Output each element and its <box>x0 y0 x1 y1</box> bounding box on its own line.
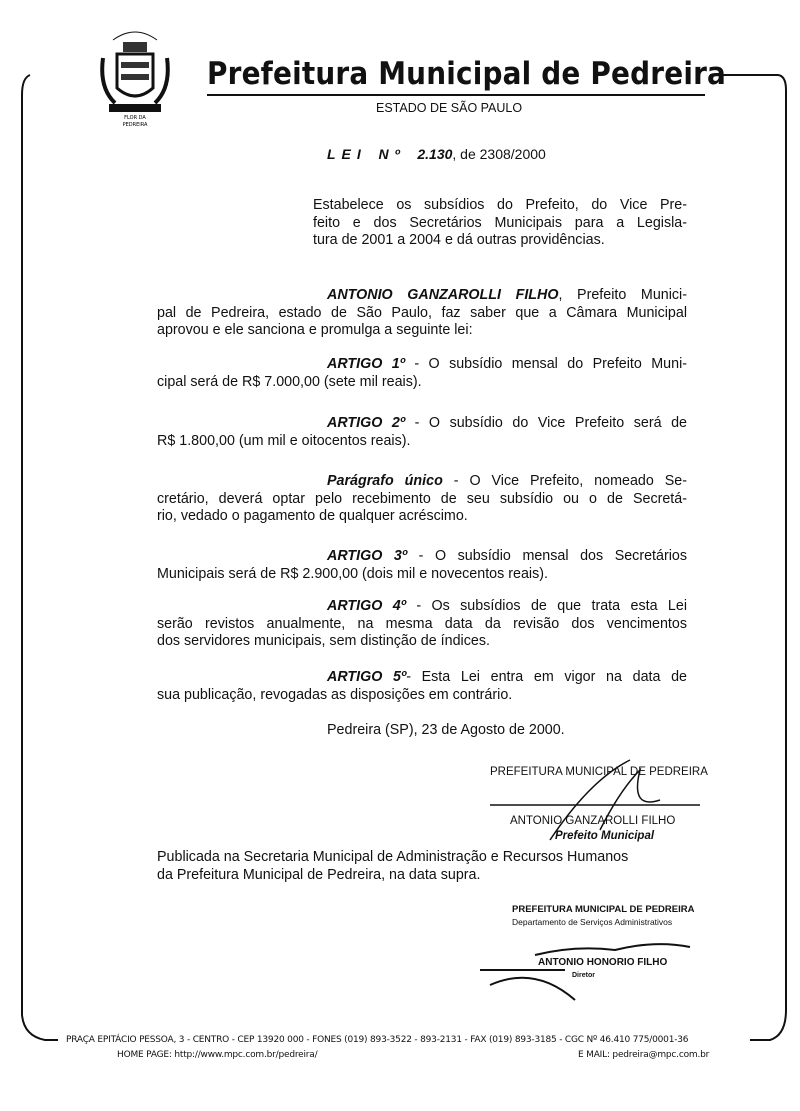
publication-line: da Prefeitura Municipal de Pedreira, na data supra. <box>157 866 481 883</box>
paragraph-text: - O subsídio mensal dos Secretários <box>407 548 687 564</box>
law-date: , de 2308/2000 <box>452 146 546 162</box>
summary-line: Estabelece os subsídios do Prefeito, do Vice Pre- <box>313 197 687 213</box>
paragraph-text: - O Vice Prefeito, nomeado Se- <box>442 473 687 489</box>
paragraph-lead: ARTIGO 5º <box>327 669 407 685</box>
paragraph-line <box>327 356 687 374</box>
paragraph-text: , Prefeito Munici- <box>558 287 687 303</box>
publication-note <box>157 849 628 884</box>
svg-text:PEDREIRA: PEDREIRA <box>122 122 148 128</box>
page-title: Prefeitura Municipal de Pedreira <box>207 56 727 92</box>
paragraph-text: - Esta Lei entra em vigor na data de <box>406 669 688 685</box>
summary-line: tura de 2001 a 2004 e dá outras providências. <box>313 232 605 248</box>
paragraph-line: Municipais será de R$ 2.900,00 (dois mil e novecentos reais). <box>157 565 548 582</box>
paragraph-lead: ARTIGO 4º <box>327 598 406 614</box>
footer-address: PRAÇA EPITÁCIO PESSOA, 3 - CENTRO - CEP 13920 000 - FONES (019) 893-3522 - 893-2131 - FAX (019) 893-3185 - CGC Nº 46.410 775/0001-36 <box>66 1035 689 1045</box>
paragraph-line <box>327 598 687 616</box>
paragraph-lead: Parágrafo único <box>327 473 443 489</box>
paragraph-line: dos servidores municipais, sem distinção de índices. <box>157 633 490 649</box>
paragraph-line: sua publicação, revogadas as disposições em contrário. <box>157 686 513 703</box>
footer-homepage: HOME PAGE: http://www.mpc.com.br/pedreira/ <box>117 1050 318 1060</box>
signature2-org: PREFEITURA MUNICIPAL DE PEDREIRA <box>512 904 695 915</box>
paragraph-line <box>327 287 687 305</box>
paragraph-line: aprovou e ele sanciona e promulga a seguinte lei: <box>157 322 473 338</box>
paragraph-text: - O subsídio do Vice Prefeito será de <box>405 415 687 431</box>
paragraph-line: pal de Pedreira, estado de São Paulo, faz saber que a Câmara Municipal <box>157 304 687 321</box>
title-underline <box>207 94 705 96</box>
law-summary <box>313 197 687 250</box>
signature1-handwriting <box>480 750 710 860</box>
state-subtitle: ESTADO DE SÃO PAULO <box>376 101 523 115</box>
law-paragraph <box>157 669 687 704</box>
paragraph-line <box>327 473 687 491</box>
law-paragraph <box>157 415 687 450</box>
paragraph-line: R$ 1.800,00 (um mil e oitocentos reais). <box>157 432 411 449</box>
law-paragraph <box>157 598 687 651</box>
publication-line: Publicada na Secretaria Municipal de Administração e Recursos Humanos <box>157 849 629 865</box>
law-number-label: Nº <box>378 146 406 162</box>
footer-email: E MAIL: pedreira@mpc.com.br <box>578 1050 710 1060</box>
signature2-name: ANTONIO HONORIO FILHO <box>538 957 668 968</box>
law-paragraph <box>157 287 687 340</box>
paragraph-text: - O subsídio mensal do Prefeito Muni- <box>404 356 688 372</box>
paragraph-line <box>327 548 687 566</box>
paragraph-line: cipal será de R$ 7.000,00 (sete mil reais). <box>157 373 422 390</box>
signature1-name: ANTONIO GANZAROLLI FILHO <box>510 815 676 827</box>
signature1-role: Prefeito Municipal <box>555 830 655 842</box>
paragraph-lead: ARTIGO 2º <box>327 415 406 431</box>
law-number <box>327 146 546 162</box>
paragraph-line <box>327 669 687 687</box>
paragraph-text: - Os subsídios de que trata esta Lei <box>405 598 688 614</box>
municipal-crest <box>95 28 175 128</box>
paragraph-line <box>327 415 687 433</box>
law-paragraph <box>157 473 687 526</box>
law-label: LEI <box>327 146 367 162</box>
signature1-org: PREFEITURA MUNICIPAL DE PEDREIRA <box>490 766 708 778</box>
paragraph-line: cretário, deverá optar pelo recebimento de seu subsídio ou o de Secretá- <box>157 490 687 507</box>
paragraph-line: serão revistos anualmente, na mesma data da revisão dos vencimentos <box>157 615 687 632</box>
law-paragraph <box>157 548 687 583</box>
paragraph-line: rio, vedado o pagamento de qualquer acréscimo. <box>157 508 468 524</box>
paragraph-lead: ARTIGO 3º <box>327 548 408 564</box>
signature2-role: Diretor <box>572 972 595 979</box>
law-number-value: 2.130 <box>417 146 453 162</box>
paragraph-lead: ANTONIO GANZAROLLI FILHO <box>327 287 559 303</box>
law-paragraph <box>157 356 687 391</box>
summary-line: feito e dos Secretários Municipais para a Legisla- <box>313 214 687 231</box>
paragraph-lead: ARTIGO 1º <box>327 356 405 372</box>
signature2-dept: Departamento de Serviços Administrativos <box>512 917 673 927</box>
date-line: Pedreira (SP), 23 de Agosto de 2000. <box>327 722 565 738</box>
svg-text:FLOR DA: FLOR DA <box>124 115 146 121</box>
